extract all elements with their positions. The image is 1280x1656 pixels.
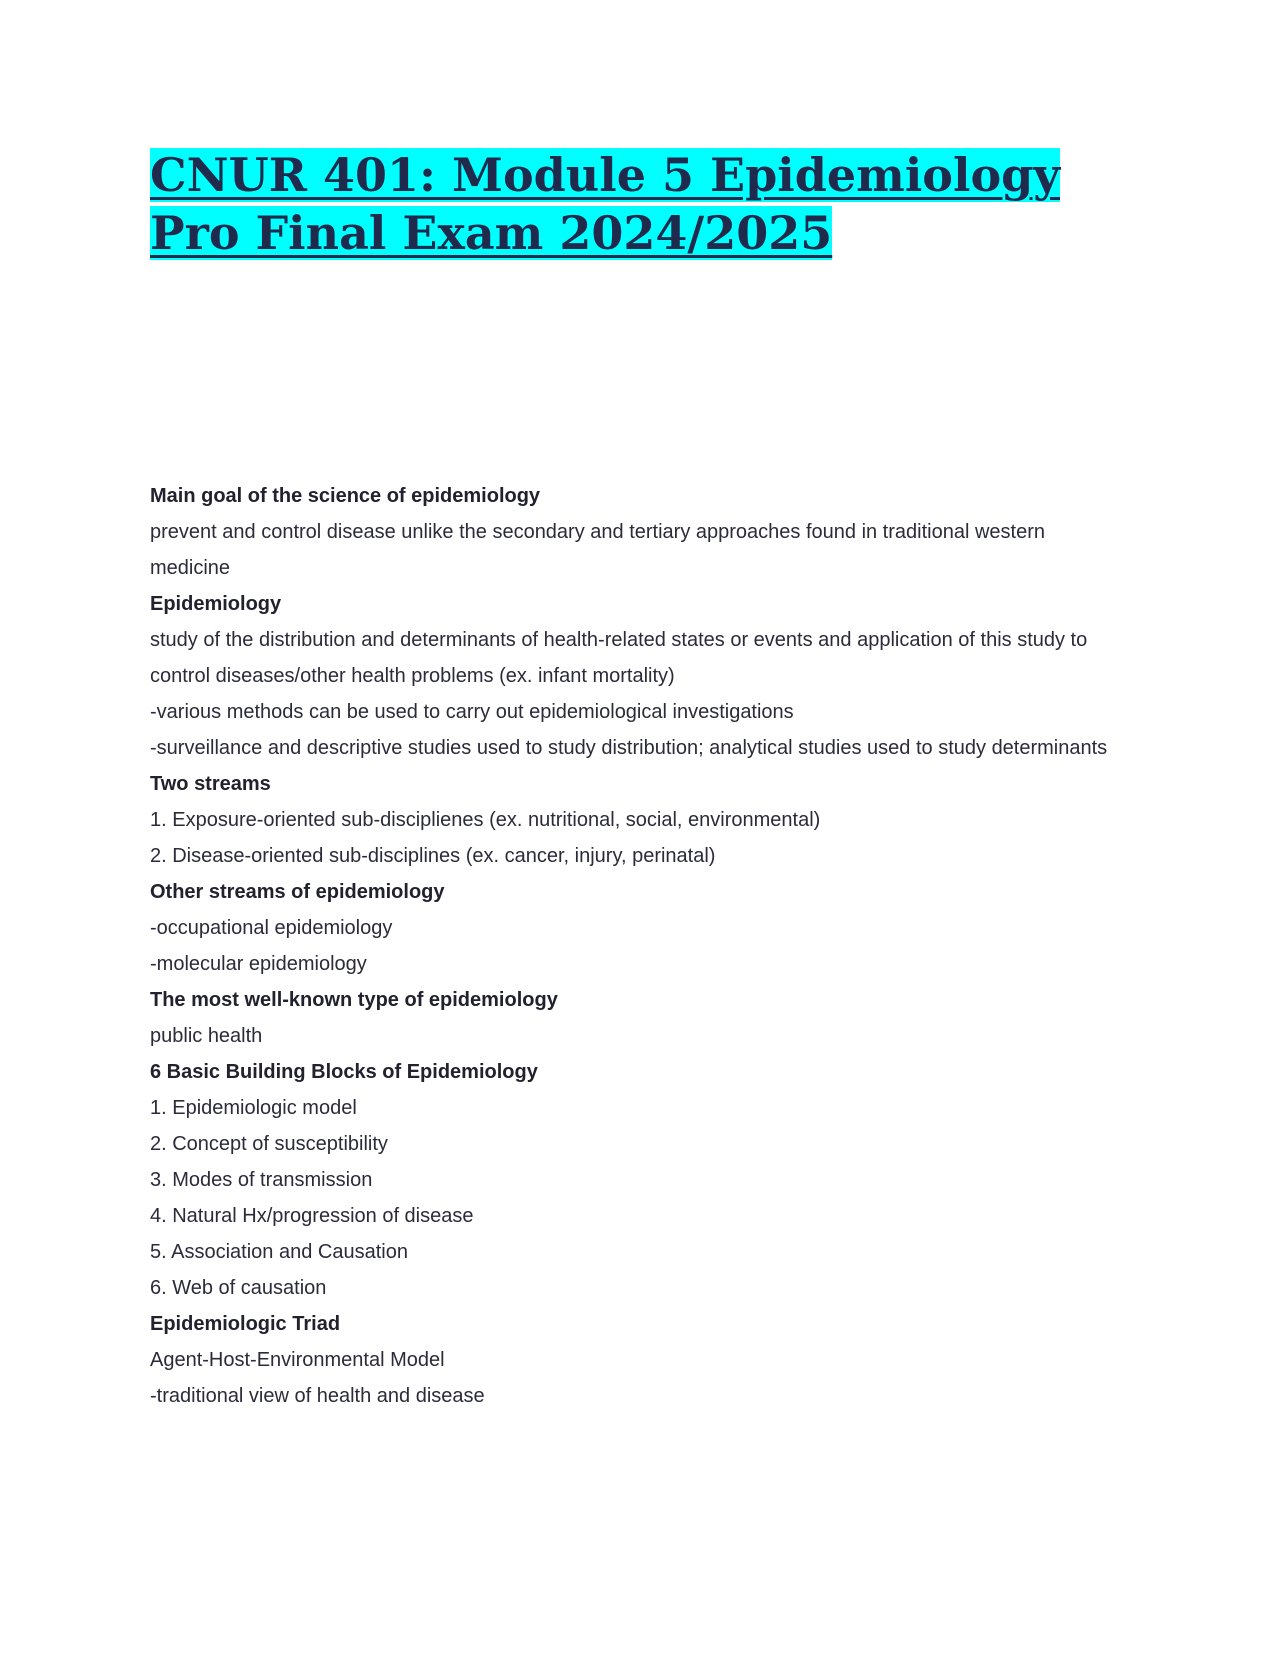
- list-item: 5. Association and Causation: [150, 1241, 408, 1263]
- definition-epidemiologic-triad: Agent-Host-Environmental Model: [150, 1349, 445, 1371]
- list-item: 3. Modes of transmission: [150, 1169, 373, 1191]
- document-title-text: CNUR 401: Module 5 Epidemiology Pro Final Exam 2024/2025: [150, 148, 1061, 260]
- term-most-well-known: The most well-known type of epidemiology: [150, 989, 558, 1011]
- term-two-streams: Two streams: [150, 773, 271, 795]
- term-other-streams: Other streams of epidemiology: [150, 881, 445, 903]
- list-item: 2. Concept of susceptibility: [150, 1133, 388, 1155]
- term-epidemiology: Epidemiology: [150, 593, 282, 615]
- list-item: 4. Natural Hx/progression of disease: [150, 1205, 474, 1227]
- document-title: [150, 146, 1130, 262]
- list-item: 1. Epidemiologic model: [150, 1097, 357, 1119]
- definition-epidemiology-note-2: -surveillance and descriptive studies used to study distribution; analytical studies used to study determinants: [150, 737, 1108, 759]
- term-main-goal: Main goal of the science of epidemiology: [150, 485, 541, 507]
- document-body: [150, 478, 1120, 1414]
- definition-epidemiologic-triad-note: -traditional view of health and disease: [150, 1385, 485, 1407]
- definition-main-goal: prevent and control disease unlike the secondary and tertiary approaches found in traditional western medicine: [150, 521, 1045, 579]
- term-building-blocks: 6 Basic Building Blocks of Epidemiology: [150, 1061, 538, 1083]
- list-item: 2. Disease-oriented sub-disciplines (ex. cancer, injury, perinatal): [150, 845, 716, 867]
- definition-most-well-known: public health: [150, 1025, 263, 1047]
- definition-epidemiology: study of the distribution and determinants of health-related states or events and application of this study to control diseases/other health problems (ex. infant mortality): [150, 629, 1088, 687]
- list-item: 6. Web of causation: [150, 1277, 327, 1299]
- list-item: -occupational epidemiology: [150, 917, 393, 939]
- definition-epidemiology-note-1: -various methods can be used to carry out epidemiological investigations: [150, 701, 794, 723]
- term-epidemiologic-triad: Epidemiologic Triad: [150, 1313, 341, 1335]
- list-item: -molecular epidemiology: [150, 953, 367, 975]
- list-item: 1. Exposure-oriented sub-disciplienes (ex. nutritional, social, environmental): [150, 809, 821, 831]
